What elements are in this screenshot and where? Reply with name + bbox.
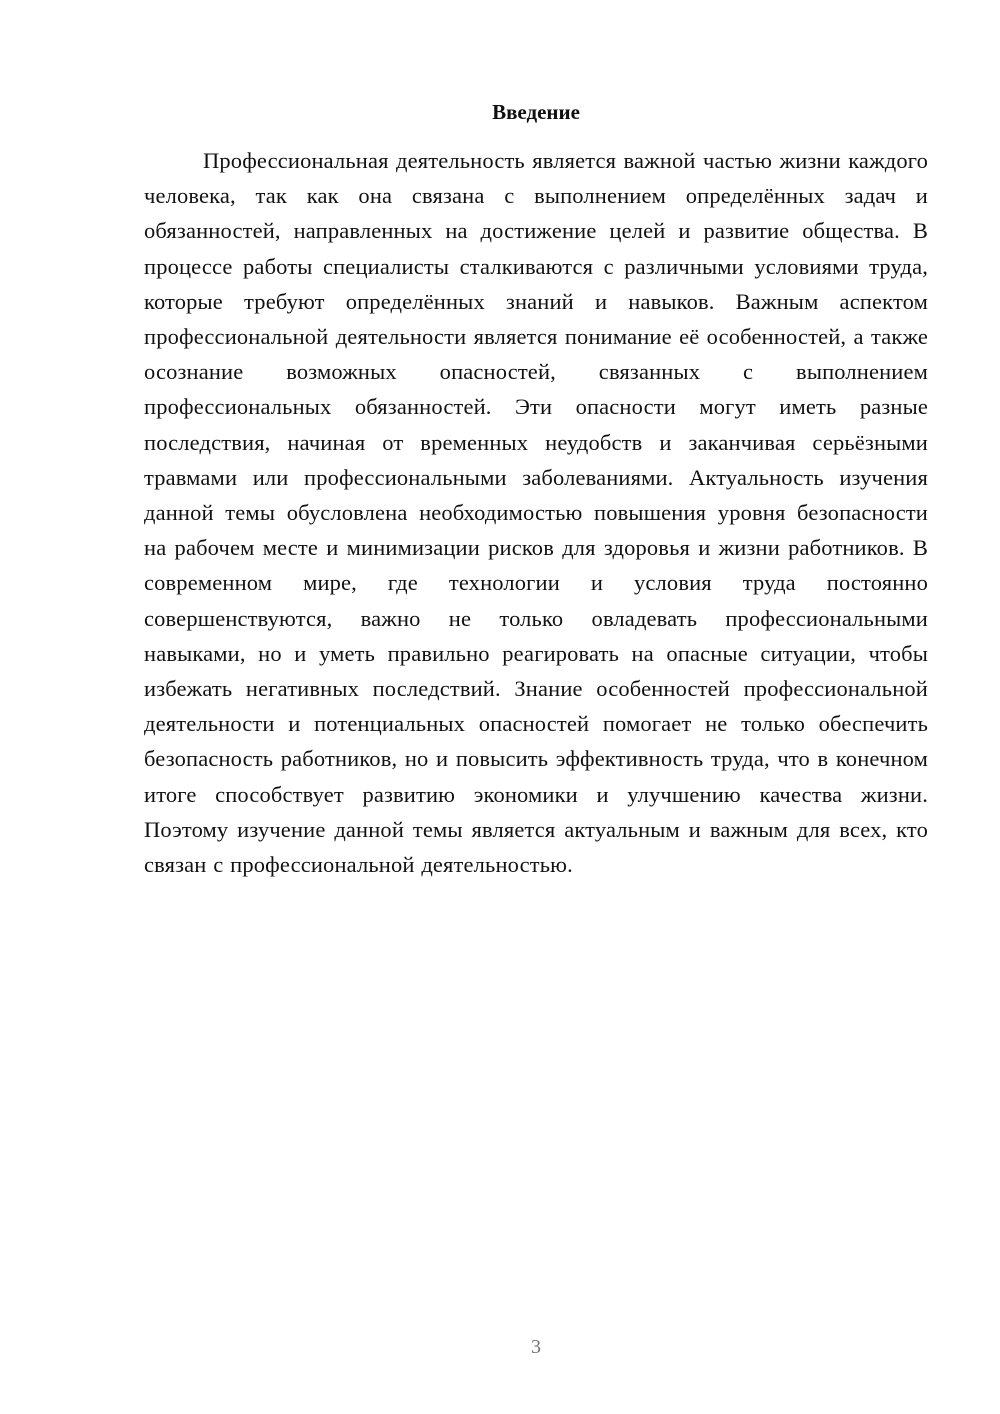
introduction-paragraph: Профессиональная деятельность является важной частью жизни каждого человека, так как она связана с выполнением определённых задач и обязанностей, направленных на достижение целей и развитие общества. В процессе работы специалисты сталкиваются с различными условиями труда, которые требуют определённых знаний и навыков. Важным аспектом профессиональной деятельности является понимание её особенностей, а также осознание возможных опасностей, связанных с выполнением профессиональных обязанностей. Эти опасности могут иметь разные последствия, начиная от временных неудобств и заканчивая серьёзными травмами или профессиональными заболеваниями. Актуальность изучения данной темы обусловлена необходимостью повышения уровня безопасности на рабочем месте и минимизации рисков для здоровья и жизни работников. В современном мире, где технологии и условия труда постоянно совершенствуются, важно не только овладевать профессиональными навыками, но и уметь правильно реагировать на опасные ситуации, чтобы избежать негативных последствий. Знание особенностей профессиональной деятельности и потенциальных опасностей помогает не только обеспечить безопасность работников, но и повысить эффективность труда, что в конечном итоге способствует развитию экономики и улучшению качества жизни. Поэтому изучение данной темы является актуальным и важным для всех, кто связан с профессиональной деятельностью. [144, 148, 928, 878]
section-heading: Введение [492, 100, 580, 124]
page-number: 3 [531, 1336, 541, 1358]
